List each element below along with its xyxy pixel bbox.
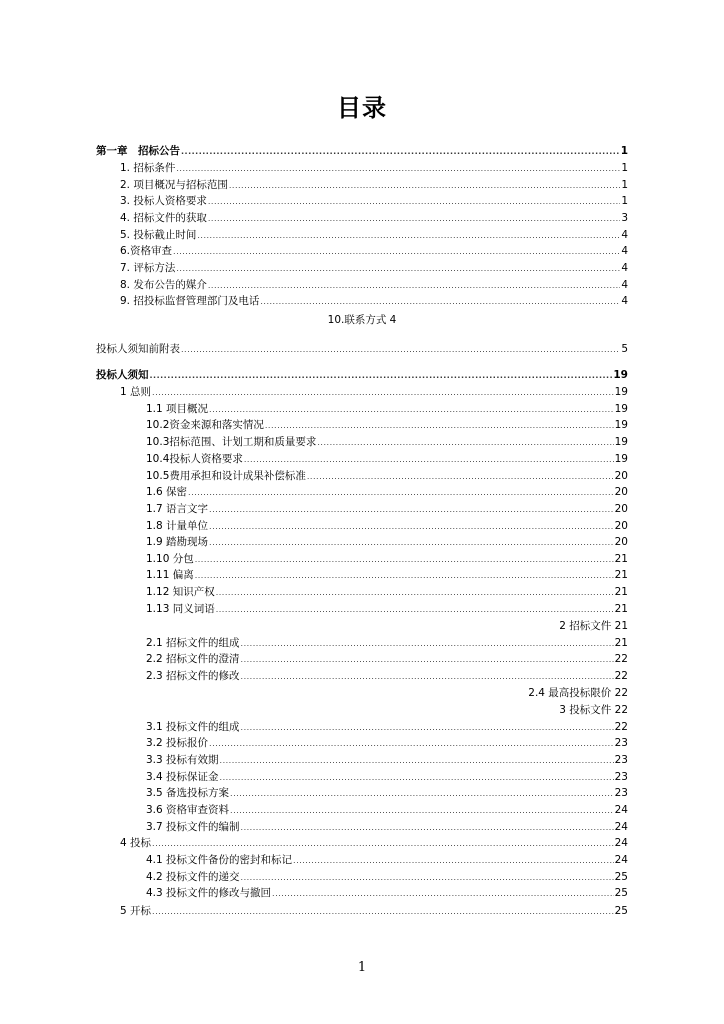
toc-entry-label: 3.5 备选投标方案 (146, 787, 230, 799)
toc-leader-dots (241, 654, 614, 666)
toc-entry-label: 6.资格审查 (120, 245, 173, 257)
toc-leader-dots (208, 196, 620, 208)
toc-entry-label: 10.联系方式 4 (327, 314, 397, 326)
toc-entry-page: 20 (614, 470, 628, 482)
toc-entry-label: 1.8 计量单位 (146, 520, 209, 532)
toc-entry[interactable] (146, 400, 628, 416)
toc-entry[interactable] (120, 159, 628, 175)
toc-leader-dots (230, 788, 614, 800)
toc-entry[interactable] (146, 583, 628, 599)
toc-entry[interactable] (120, 176, 628, 192)
toc-entry-label: 1 总则 (120, 386, 152, 398)
toc-leader-dots (208, 213, 620, 225)
toc-entry-page: 19 (614, 386, 628, 398)
toc-leader-dots (197, 230, 620, 242)
toc-entry-label: 5 开标 (120, 905, 152, 917)
toc-entry-page: 4 (621, 262, 628, 274)
toc-entry-label: 3 投标文件 22 (559, 704, 628, 716)
toc-entry-label: 3.2 投标报价 (146, 737, 209, 749)
toc-entry-page: 3 (621, 212, 628, 224)
toc-entry-page: 21 (614, 569, 628, 581)
toc-entry-label: 3.6 资格审查资料 (146, 804, 230, 816)
toc-entry-label: 投标人须知 (96, 369, 149, 381)
toc-entry-label: 7. 评标方法 (120, 262, 176, 274)
toc-entry[interactable] (146, 517, 628, 533)
toc-entry-page: 4 (621, 229, 628, 241)
toc-entry-page: 19 (614, 453, 628, 465)
toc-leader-dots (241, 638, 614, 650)
toc-leader-dots (209, 404, 614, 416)
toc-entry-label: 10.2资金来源和落实情况 (146, 419, 264, 431)
toc-leader-dots (220, 772, 614, 784)
toc-entry-label: 4.1 投标文件备份的密封和标记 (146, 854, 293, 866)
toc-entry[interactable] (146, 768, 628, 784)
toc-leader-dots (208, 280, 620, 292)
toc-entry[interactable] (96, 142, 628, 158)
toc-entry-label: 5. 投标截止时间 (120, 229, 197, 241)
toc-entry[interactable] (146, 433, 628, 449)
toc-entry[interactable] (146, 483, 628, 499)
toc-entry[interactable] (146, 884, 628, 900)
toc-leader-dots (317, 437, 613, 449)
toc-entry-label: 投标人须知前附表 (96, 343, 180, 355)
toc-entry-label: 1.9 踏勘现场 (146, 536, 209, 548)
toc-entry-page: 1 (621, 162, 628, 174)
toc-entry-label: 10.5费用承担和设计成果补偿标准 (146, 470, 306, 482)
toc-entry[interactable] (120, 292, 628, 308)
toc-entry-page: 23 (614, 771, 628, 783)
toc-leader-dots (195, 554, 614, 566)
toc-entry[interactable] (146, 500, 628, 516)
toc-entry-page: 23 (614, 754, 628, 766)
toc-entry[interactable] (146, 634, 628, 650)
toc-leader-dots (293, 855, 614, 867)
toc-entry[interactable] (96, 340, 628, 356)
toc-entry-label: 第一章 招标公告 (96, 145, 180, 157)
toc-entry-page: 25 (614, 905, 628, 917)
toc-entry-label: 4. 招标文件的获取 (120, 212, 207, 224)
toc-leader-dots (244, 454, 614, 466)
toc-leader-dots (260, 296, 620, 308)
toc-leader-dots (220, 755, 614, 767)
toc-leader-dots (176, 163, 620, 175)
toc-entry-page: 21 (614, 586, 628, 598)
toc-entry[interactable] (96, 311, 628, 327)
toc-leader-dots (230, 805, 614, 817)
toc-entry[interactable] (146, 684, 628, 700)
toc-entry-label: 1. 招标条件 (120, 162, 176, 174)
toc-entry-page: 21 (614, 603, 628, 615)
toc-entry-page: 19 (614, 403, 628, 415)
toc-leader-dots (307, 471, 614, 483)
toc-leader-dots (241, 872, 614, 884)
toc-entry-label: 1.6 保密 (146, 486, 188, 498)
toc-entry-page: 24 (614, 821, 628, 833)
toc-leader-dots (229, 180, 620, 192)
toc-leader-dots (152, 387, 614, 399)
toc-entry[interactable] (120, 226, 628, 242)
toc-entry-page: 1 (620, 145, 628, 157)
toc-entry-page: 4 (621, 245, 628, 257)
toc-entry[interactable] (146, 467, 628, 483)
toc-entry-label: 1.7 语言文字 (146, 503, 209, 515)
toc-entry-label: 3.7 投标文件的编制 (146, 821, 240, 833)
toc-entry-page: 22 (614, 670, 628, 682)
toc-entry[interactable] (146, 600, 628, 616)
toc-entry[interactable] (96, 366, 628, 382)
toc-entry-page: 20 (614, 486, 628, 498)
toc-entry-label: 2 招标文件 21 (559, 620, 628, 632)
toc-entry-page: 19 (613, 369, 628, 381)
toc-entry-page: 21 (614, 637, 628, 649)
toc-entry[interactable] (120, 259, 628, 275)
page-title: 目录 (337, 94, 387, 122)
toc-entry-label: 2.3 招标文件的修改 (146, 670, 240, 682)
toc-entry[interactable] (120, 209, 628, 225)
page-number: 1 (357, 960, 367, 975)
toc-leader-dots (195, 570, 614, 582)
toc-leader-dots (181, 344, 620, 356)
toc-entry-page: 20 (614, 536, 628, 548)
toc-entry[interactable] (146, 566, 628, 582)
toc-leader-dots (209, 521, 614, 533)
toc-leader-dots (209, 738, 614, 750)
toc-entry[interactable] (146, 667, 628, 683)
toc-leader-dots (241, 671, 614, 683)
toc-entry-label: 3.3 投标有效期 (146, 754, 219, 766)
toc-leader-dots (188, 487, 614, 499)
toc-entry-page: 25 (614, 871, 628, 883)
toc-entry-page: 21 (614, 553, 628, 565)
toc-entry-label: 2. 项目概况与招标范围 (120, 179, 228, 191)
toc-entry[interactable] (120, 383, 628, 399)
toc-entry[interactable] (146, 868, 628, 884)
toc-entry[interactable] (146, 617, 628, 633)
toc-entry-page: 23 (614, 787, 628, 799)
toc-entry[interactable] (146, 818, 628, 834)
toc-entry-label: 4.3 投标文件的修改与撤回 (146, 887, 272, 899)
toc-leader-dots (209, 504, 614, 516)
toc-leader-dots (150, 370, 613, 382)
toc-entry-label: 10.3招标范围、计划工期和质量要求 (146, 436, 317, 448)
toc-entry-page: 19 (614, 436, 628, 448)
toc-entry[interactable] (120, 192, 628, 208)
toc-entry-label: 4 投标 (120, 837, 152, 849)
toc-entry[interactable] (120, 834, 628, 850)
toc-leader-dots (209, 537, 614, 549)
toc-entry-label: 1.10 分包 (146, 553, 194, 565)
toc-entry-label: 9. 招投标监督管理部门及电话 (120, 295, 260, 307)
toc-entry[interactable] (146, 851, 628, 867)
toc-entry-page: 20 (614, 520, 628, 532)
toc-entry-label: 8. 发布公告的媒介 (120, 279, 207, 291)
toc-leader-dots (272, 888, 614, 900)
toc-entry-page: 24 (614, 837, 628, 849)
toc-leader-dots (152, 838, 614, 850)
toc-entry-label: 3. 投标人资格要求 (120, 195, 207, 207)
toc-entry[interactable] (146, 751, 628, 767)
toc-leader-dots (265, 420, 614, 432)
toc-entry[interactable] (146, 784, 628, 800)
toc-leader-dots (216, 587, 614, 599)
toc-entry-label: 3.1 投标文件的组成 (146, 721, 240, 733)
toc-entry-page: 1 (621, 195, 628, 207)
toc-leader-dots (241, 722, 614, 734)
toc-entry[interactable] (146, 650, 628, 666)
toc-entry-page: 4 (621, 295, 628, 307)
toc-entry[interactable] (146, 533, 628, 549)
toc-entry-page: 1 (621, 179, 628, 191)
toc-entry[interactable] (146, 450, 628, 466)
toc-leader-dots (176, 263, 620, 275)
toc-entry-label: 3.4 投标保证金 (146, 771, 219, 783)
toc-entry[interactable] (146, 701, 628, 717)
toc-entry[interactable] (146, 550, 628, 566)
toc-entry-label: 2.2 招标文件的澄清 (146, 653, 240, 665)
toc-entry-page: 25 (614, 887, 628, 899)
toc-entry[interactable] (146, 416, 628, 432)
toc-entry-label: 1.1 项目概况 (146, 403, 209, 415)
toc-entry-label: 2.4 最高投标限价 22 (528, 687, 628, 699)
toc-entry[interactable] (146, 801, 628, 817)
toc-entry-label: 1.13 同义词语 (146, 603, 215, 615)
toc-entry-page: 20 (614, 503, 628, 515)
toc-leader-dots (216, 604, 614, 616)
toc-entry[interactable] (120, 276, 628, 292)
toc-leader-dots (152, 906, 614, 918)
toc-leader-dots (173, 246, 620, 258)
toc-entry-label: 1.11 偏离 (146, 569, 194, 581)
toc-entry-page: 24 (614, 804, 628, 816)
toc-entry[interactable] (146, 734, 628, 750)
toc-entry-label: 10.4投标人资格要求 (146, 453, 243, 465)
toc-entry-page: 23 (614, 737, 628, 749)
toc-entry-label: 4.2 投标文件的递交 (146, 871, 240, 883)
toc-entry-page: 5 (621, 343, 628, 355)
toc-entry-page: 4 (621, 279, 628, 291)
toc-entry-page: 24 (614, 854, 628, 866)
toc-leader-dots (181, 146, 620, 158)
toc-entry[interactable] (120, 902, 628, 918)
toc-entry[interactable] (146, 718, 628, 734)
toc-entry-page: 19 (614, 419, 628, 431)
toc-entry-label: 1.12 知识产权 (146, 586, 215, 598)
toc-entry-page: 22 (614, 653, 628, 665)
toc-entry-label: 2.1 招标文件的组成 (146, 637, 240, 649)
toc-entry[interactable] (120, 242, 628, 258)
toc-entry-page: 22 (614, 721, 628, 733)
toc-leader-dots (241, 822, 614, 834)
